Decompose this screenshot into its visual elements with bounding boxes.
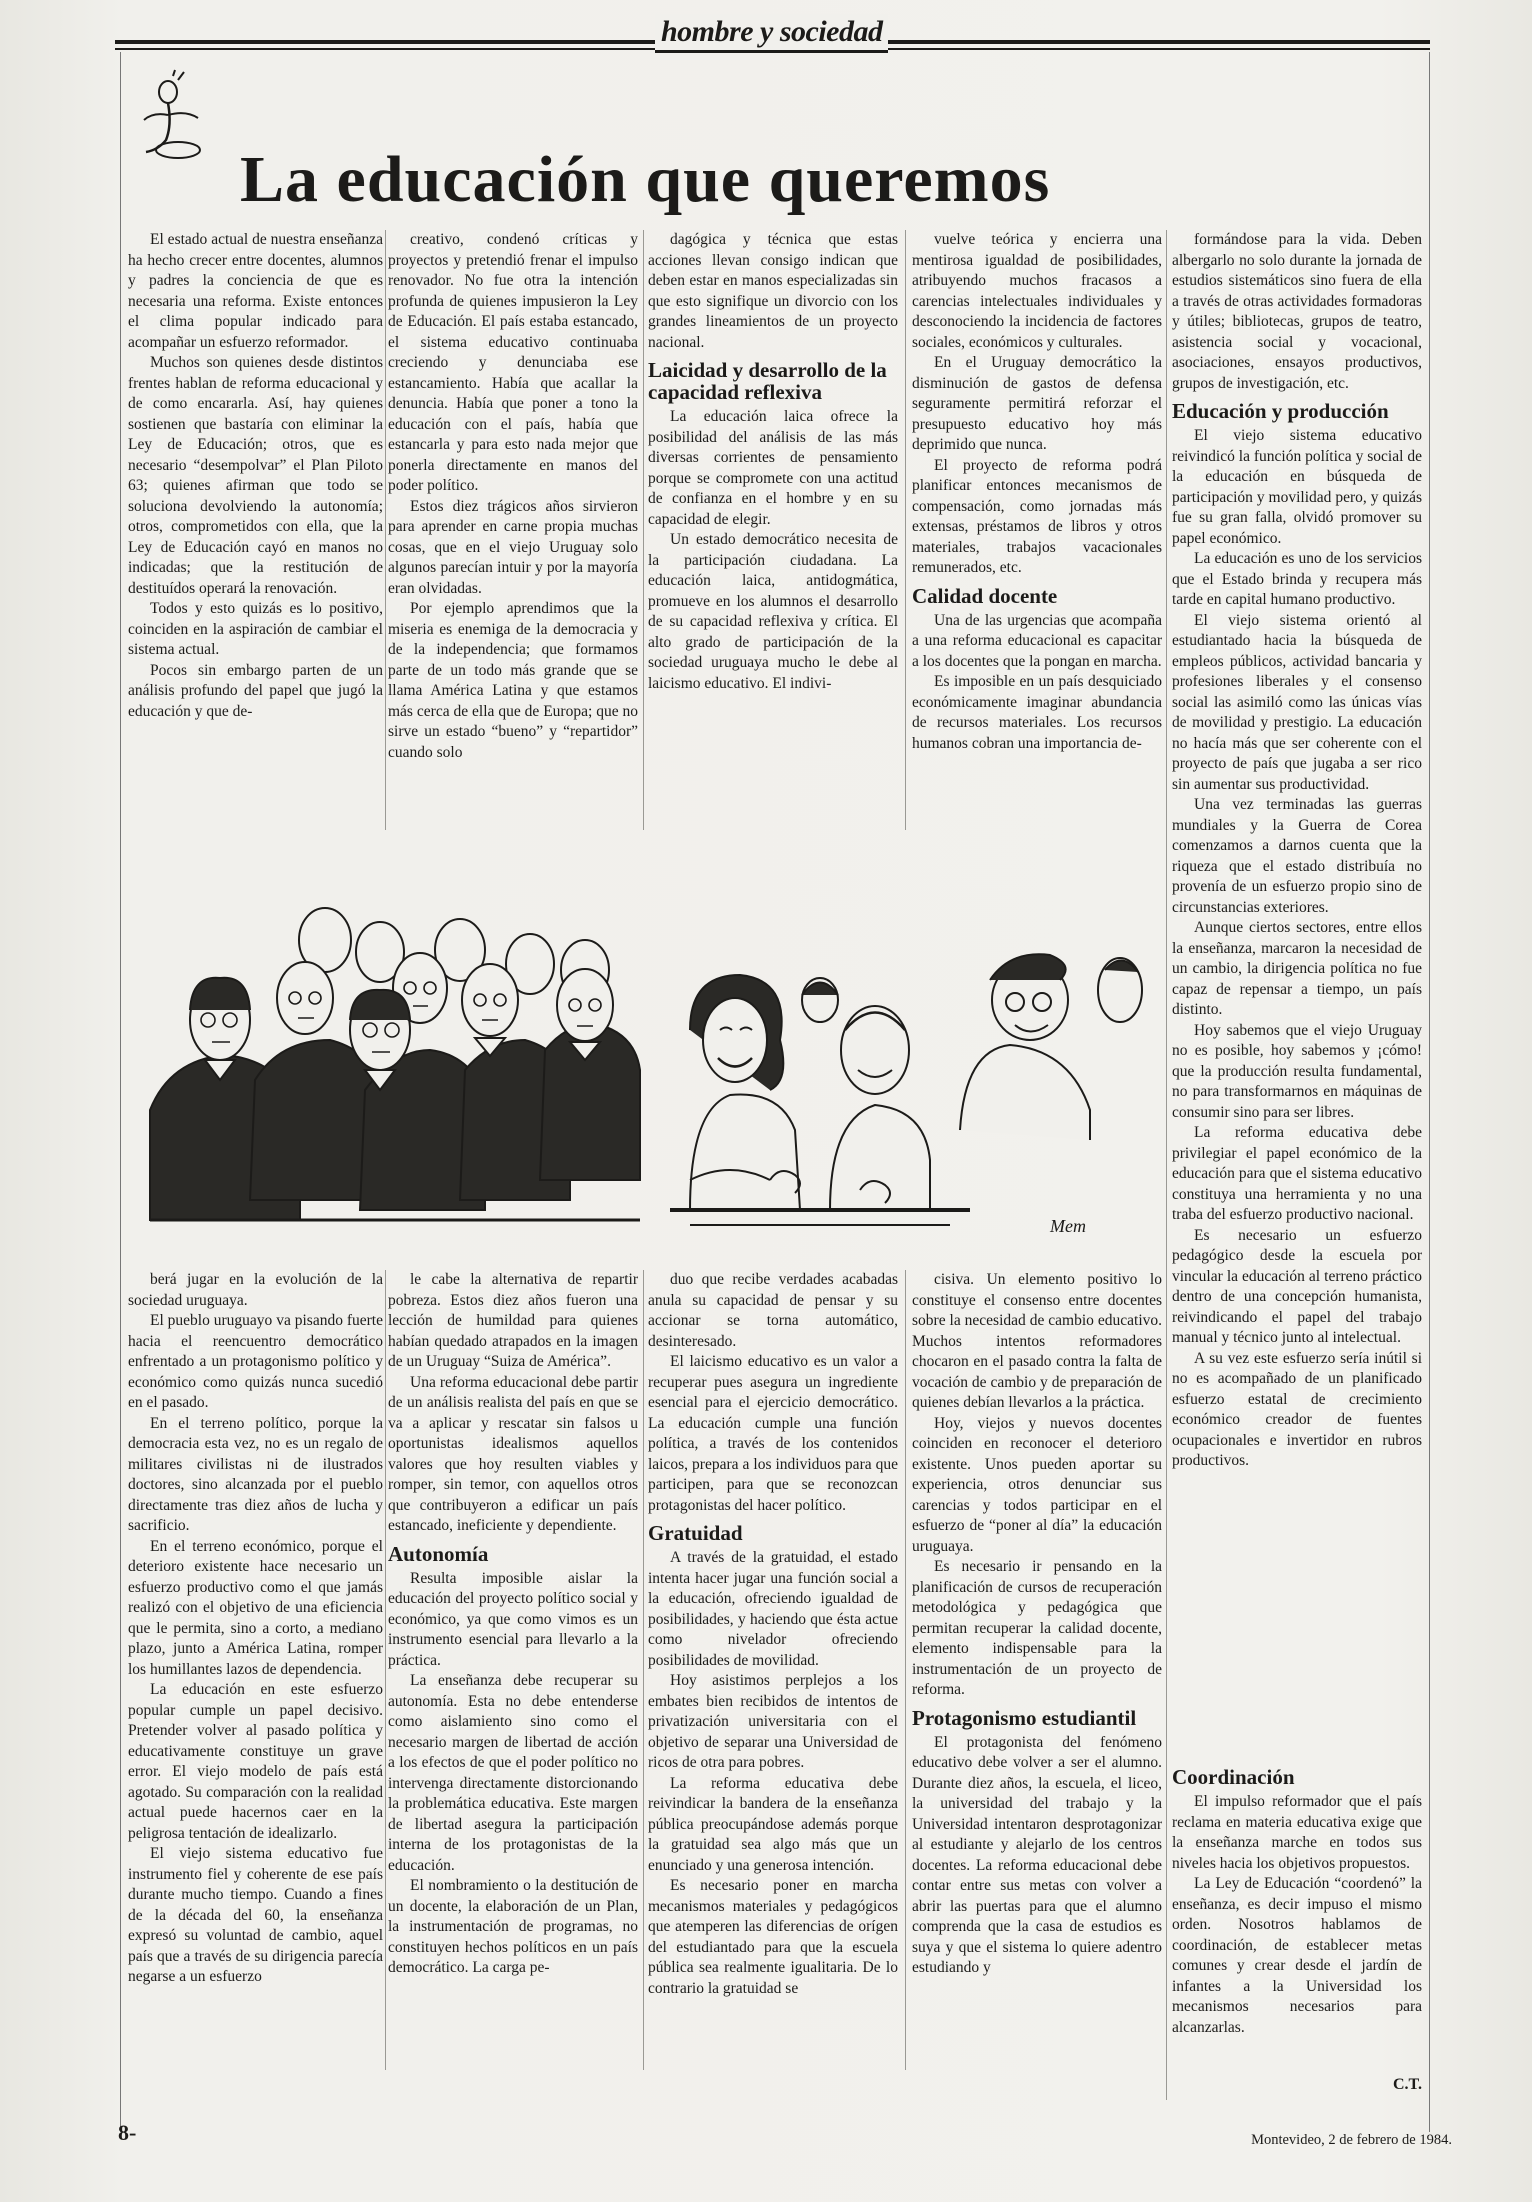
paragraph: El estado actual de nuestra enseñanza ha hecho crecer entre docentes, alumnos y padres la conciencia de que es necesaria una reforma. Existe entonces el clima popular indicado para acompañar un esfuerzo reformador. — [128, 231, 383, 351]
paragraph: El protagonista del fenómeno educativo debe volver a ser el alumno. Durante diez años, la escuela, el liceo, la universidad del trabajo y la Universidad intentaron desprotagonizar al estudiante y alejarlo de los centros docentes. La reforma educacional debe contar entre sus metas con volver a abrir las puertas para que el alumno comprenda que la casa de estudios es suya y que el sistema lo quiere adentro estudiando y — [912, 1733, 1162, 1976]
author-signature: C.T. — [1392, 2076, 1422, 2093]
page-number: 8- — [118, 2120, 137, 2145]
happy-people-group — [670, 954, 1142, 1225]
column-divider — [643, 1270, 644, 2070]
subheading: Calidad docente — [912, 583, 1058, 608]
paragraph: La educación es uno de los servicios que el Estado brinda y recupera más tarde en capital humano productivo. — [1172, 550, 1422, 608]
paragraph: El laicismo educativo es un valor a recuperar pues asegura un ingrediente esencial para el ejercicio democrático. La educación cumple una función política, a través de los contenidos laicos, prepara a los individuos para que participen, para que se reconozcan protagonistas del hacer político. — [648, 1353, 898, 1514]
paragraph: Por ejemplo aprendimos que la miseria es enemiga de la democracia y de la independencia; que formamos parte de un todo más grande que se llama América Latina y que estamos más cerca de ella que de Europa; que no sirve un estado “bueno” y “repartidor” cuando solo — [388, 600, 638, 761]
subheading: Coordinación — [1172, 1765, 1295, 1789]
paragraph: La educación laica ofrece la posibilidad del análisis de las más diversas corrientes de pensamiento porque se compromete con una actitud de confianza en el hombre y en su capacidad de elegir. — [648, 408, 898, 528]
column-5-bottom — [1172, 1760, 1422, 2080]
paragraph: Aunque ciertos sectores, entre ellos la enseñanza, marcaron la necesidad de un cambio, la dirigencia política no fue capaz de repensar a tiempo, un país distinto. — [1172, 919, 1422, 1018]
paragraph: El viejo sistema educativo reivindicó la función política y social de la educación en búsqueda de participación y movilidad pero, y quizás fue su gran falla, olvidó promover su papel económico. — [1172, 427, 1422, 547]
paragraph: Una reforma educacional debe partir de un análisis realista del país en que se va a aplicar y rescatar sin falsos u oportunistas idealismos aquellos valores que hoy resulten viables y romper, sin temor, con aquellos otros que contribuyeron a edificar un país estancado, ineficiente y dependiente. — [388, 1373, 638, 1534]
subheading: Autonomía — [388, 1541, 489, 1566]
publication-date: Montevideo, 2 de febrero de 1984. — [1251, 2132, 1452, 2148]
column-divider — [385, 230, 386, 830]
paragraph: Resulta imposible aislar la educación del proyecto político social y económico, ya que como vimos es un instrumento esencial para llevarlo a la práctica. — [388, 1569, 638, 1669]
paragraph: La enseñanza debe recuperar su autonomía. Esta no debe entenderse como aislamiento sino como el necesario margen de libertad de acción a los efectos de que el poder político no intervenga directamente distorcionando la problemática educativa. Este margen de libertad asegura la participación interna de los protagonistas de la educación. — [388, 1672, 638, 1874]
paragraph: Hoy asistimos perplejos a los embates bien recibidos de intentos de privatización universitaria con el objetivo de separar una Universidad de ricos de otra para pobres. — [648, 1672, 898, 1771]
serious-men-group — [150, 908, 640, 1220]
paragraph: El proyecto de reforma podrá planificar entonces mecanismos de compensación, como jornadas más extensas, préstamos de libros y otros materiales, trabajos vacacionales remunerados, etc. — [912, 456, 1162, 576]
subheading: Educación y producción — [1172, 399, 1389, 423]
paragraph: berá jugar en la evolución de la sociedad uruguaya. — [128, 1271, 383, 1309]
paragraph: El pueblo uruguayo va pisando fuerte hacia el reencuentro democrático enfrentado a un protagonismo político y económico como quizás nunca sucedió en el pasado. — [128, 1312, 383, 1411]
subheading: Gratuidad — [648, 1521, 743, 1545]
signature-wrap — [1172, 2065, 1422, 2095]
column-5-top — [1172, 230, 1422, 1469]
column-divider — [385, 1270, 386, 2070]
mascot-icon — [138, 70, 218, 165]
column-4-top — [912, 230, 1162, 840]
paragraph: creativo, condenó críticas y proyectos y pretendió frenar el impulso renovador. No fue otra la intención profunda de quienes impusieron la Ley de Educación. El país estaba estancado, el sistema educativo continuaba creciendo y denunciaba ese estancamiento. Había que acallar la denuncia. Había que poner a tono la educación con el país, había que estancarla y para esto nada mejor que ponerla directamente en manos del poder político. — [388, 231, 638, 494]
paragraph: Una vez terminadas las guerras mundiales y la Guerra de Corea comenzamos a darnos cuenta que la riqueza que el estado distribuía no provenía de un esfuerzo propio sino de circunstancias exteriores. — [1172, 796, 1422, 916]
illustration-signature: Mem — [1050, 1216, 1086, 1236]
column-1-bottom — [128, 1270, 383, 2080]
paragraph: En el Uruguay democrático la disminución de gastos de defensa seguramente permitirá reforzar el presupuesto educativo hoy más deprimido que nunca. — [912, 354, 1162, 453]
paragraph: Todos y esto quizás es lo positivo, coinciden en la aspiración de cambiar el sistema actual. — [128, 600, 383, 658]
paragraph: La educación en este esfuerzo popular cumple un papel decisivo. Pretender volver al pasado política y educativamente constituye un grave error. El viejo modelo de país está agotado. Su comparación con la realidad actual puede hacernos caer en la peligrosa tentación de idealizarlo. — [128, 1681, 383, 1842]
column-1-top — [128, 230, 383, 840]
paragraph: A su vez este esfuerzo sería inútil si no es acompañado de un planificado esfuerzo estatal de crecimiento económico creador de fuentes ocupacionales e invertidor en rubros productivos. — [1172, 1349, 1422, 1469]
paragraph: La reforma educativa debe reivindicar la bandera de la enseñanza pública preocupándose además porque la gratuidad sea algo más que un enunciado y una generosa intención. — [648, 1774, 898, 1874]
column-divider — [905, 1270, 906, 2070]
paragraph: le cabe la alternativa de repartir pobreza. Estos diez años fueron una lección de humildad para quienes habían quedado atrapados en la imagen de un Uruguay “Suiza de América”. — [388, 1271, 638, 1370]
section-label: hombre y sociedad — [655, 14, 888, 53]
column-divider — [643, 230, 644, 830]
column-3-bottom — [648, 1270, 898, 2080]
headline: La educación que queremos — [240, 143, 1051, 216]
paragraph: vuelve teórica y encierra una mentirosa igualdad de posibilidades, atribuyendo muchos fracasos a carencias intelectuales individuales y desconociendo la incidencia de factores sociales, económicos y culturales. — [912, 231, 1162, 351]
paragraph: duo que recibe verdades acabadas anula su capacidad de pensar y su accionar se torna automático, desinteresado. — [648, 1271, 898, 1350]
illustration-cartoon — [130, 880, 1160, 1240]
paragraph: Una de las urgencias que acompaña a una reforma educacional es capacitar a los docentes que la pongan en marcha. — [912, 611, 1162, 670]
column-divider — [905, 230, 906, 830]
column-divider — [1166, 230, 1167, 2100]
column-2-bottom — [388, 1270, 638, 2080]
paragraph: Es imposible en un país desquiciado económicamente imaginar abundancia de recursos materiales. Los recursos humanos cobran una importancia de- — [912, 673, 1162, 752]
subheading: Protagonismo estudiantil — [912, 1705, 1137, 1730]
column-4-bottom — [912, 1270, 1162, 2080]
paragraph: Hoy sabemos que el viejo Uruguay no es posible, hoy sabemos y ¡cómo! que la producción resulta fundamental, no para transformarnos en máquinas de consumir sino para ser libres. — [1172, 1021, 1422, 1121]
paragraph: Es necesario un esfuerzo pedagógico desde la escuela por vincular la educación al terreno práctico dentro de una concepción humanista, reivindicando el papel del trabajo manual y técnico junto al intelectual. — [1172, 1226, 1422, 1346]
paragraph: Es necesario ir pensando en la planificación de cursos de recuperación metodológica y pedagógica que permitan recuperar la calidad docente, elemento indispensable para la instrumentación de un proyecto de reforma. — [912, 1558, 1162, 1698]
paragraph: Pocos sin embargo parten de un análisis profundo del papel que jugó la educación y que de- — [128, 661, 383, 720]
paragraph: El viejo sistema educativo fue instrumento fiel y coherente de ese país durante mucho tiempo. Cuando a fines de la década del 60, la enseñanza expresó su voluntad de cambio, aquel país que a través de su dirigencia parecía negarse a un esfuerzo — [128, 1845, 383, 1985]
paragraph: Muchos son quienes desde distintos frentes hablan de reforma educacional y de como encararla. Así, hay quienes sostienen que bastaría con eliminar la Ley de Educación; otros, que es necesario “desempolvar” el Plan Piloto 63; quienes afirman que todo se soluciona devolviendo la autonomía; otros, comprometidos con ella, que la Ley de Educación cayó en manos no indicadas; que la restitución de destituídos operará la renovación. — [128, 354, 383, 597]
column-3-top — [648, 230, 898, 840]
paragraph: Un estado democrático necesita de la participación ciudadana. La educación laica, antidogmática, promueve en los alumnos el desarrollo de su capacidad reflexiva y crítica. El alto grado de participación de la sociedad uruguaya mucho le debe al laicismo educativo. El indivi- — [648, 531, 898, 692]
paragraph: El viejo sistema orientó al estudiantado hacia la búsqueda de empleos públicos, actividad bancaria y profesiones liberales y el consenso social las asimiló como las únicas vías de movilidad y prestigio. La educación no hacía más que ser coherente con el proyecto de país que jugaba a ser rico sin aumentar sus productividad. — [1172, 611, 1422, 793]
subheading: Laicidad y desarrollo de la capacidad reflexiva — [648, 358, 887, 404]
paragraph: Estos diez trágicos años sirvieron para aprender en carne propia muchas cosas, que en el viejo Uruguay solo algunos parecían intuir y por la mayoría eran olvidadas. — [388, 497, 638, 597]
paragraph: Hoy, viejos y nuevos docentes coinciden en reconocer el deterioro existente. Unos pueden aportar su experiencia, otros denunciar sus carencias y todos participar en el esfuerzo de “poner al día” la educación uruguaya. — [912, 1414, 1162, 1555]
paragraph: A través de la gratuidad, el estado intenta hacer jugar una función social a la educación, ofreciendo igualdad de posibilidades, y haciendo que ésta actue como nivelador ofreciendo posibilidades de movilidad. — [648, 1549, 898, 1669]
paragraph: En el terreno económico, porque el deterioro existente hace necesario un esfuerzo productivo como el que jamás realizó con el objetivo de una eficiencia que le permita, sino a corto, a mediano plazo, junto a América Latina, romper los humillantes lazos de dependencia. — [128, 1537, 383, 1678]
column-2-top — [388, 230, 638, 840]
paragraph: El impulso reformador que el país reclama en materia educativa exige que la enseñanza marche en todos sus niveles hacia los objetivos propuestos. — [1172, 1793, 1422, 1872]
paragraph: En el terreno político, porque la democracia esta vez, no es un regalo de militares civilistas ni de ilustrados doctores, sino alcanzada por el pueblo directamente tras diez años de lucha y sacrificio. — [128, 1414, 383, 1534]
paragraph: La Ley de Educación “coordenó” la enseñanza, es decir impuso el mismo orden. Nosotros hablamos de coordinación, de establecer metas comunes y crear desde el jardín de infantes a la Universidad los mecanismos necesarios para alcanzarlas. — [1172, 1875, 1422, 2036]
paragraph: dagógica y técnica que estas acciones llevan consigo indican que deben estar en manos especializadas sin que esto signifique un divorcio con los grandes lineamientos de un proyecto nacional. — [648, 231, 898, 351]
paragraph: formándose para la vida. Deben albergarlo no solo durante la jornada de estudios sistemáticos sino fuera de ella a través de otras actividades formadoras y útiles; bibliotecas, grupos de teatro, asistencia social y vocacional, asociaciones, ensayos productivos, grupos de investigación, etc. — [1172, 231, 1422, 392]
paragraph: La reforma educativa debe privilegiar el papel económico de la educación para que el sistema educativo constituya una herramienta y no una traba del esfuerzo productivo nacional. — [1172, 1124, 1422, 1223]
paragraph: Es necesario poner en marcha mecanismos materiales y pedagógicos que atemperen las diferencias de orígen del estudiantado para que la escuela pública sea realmente igualitaria. De lo contrario la gratuidad se — [648, 1877, 898, 1997]
paragraph: cisiva. Un elemento positivo lo constituye el consenso entre docentes sobre la necesidad de cambio educativo. Muchos intentos reformadores chocaron en el pasado contra la falta de vocación de cambio y de preparación de quienes debían llevarlos a la práctica. — [912, 1271, 1162, 1411]
paragraph: El nombramiento o la destitución de un docente, la elaboración de un Plan, la instrumentación de programas, no constituyen hechos políticos en un país democrático. La carga pe- — [388, 1877, 638, 1976]
